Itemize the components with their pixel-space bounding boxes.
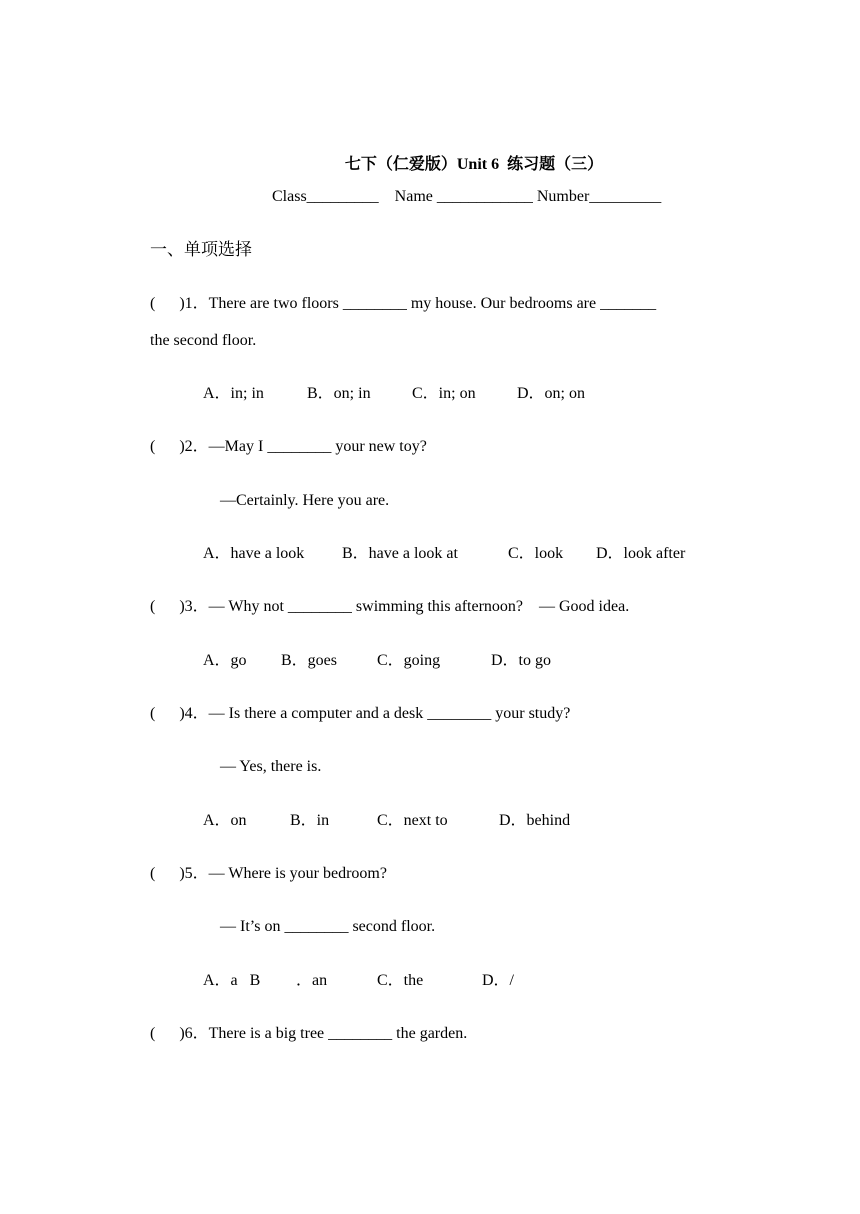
question-6-stem: ( )6．There is a big tree ________ the garden. xyxy=(150,1025,468,1042)
question-2-reply: —Certainly. Here you are. xyxy=(220,492,390,509)
question-2-option-c: C．look xyxy=(508,545,564,562)
question-2-option-a: A．have a look xyxy=(203,545,305,562)
question-2-option-b: B．have a look at xyxy=(342,545,458,562)
page-title xyxy=(0,134,860,175)
question-1-option-d: D．on; on xyxy=(517,385,586,402)
question-4-reply: — Yes, there is. xyxy=(220,758,322,775)
question-1-option-c: C．in; on xyxy=(412,385,476,402)
section-heading: 一、单项选择 xyxy=(150,240,252,260)
question-5-option-b: ．an xyxy=(296,972,328,989)
question-1-option-b: B．on; in xyxy=(307,385,371,402)
title-prefix: 七下（仁爱版） xyxy=(344,154,457,173)
question-2-stem: ( )2．—May I ________ your new toy? xyxy=(150,438,427,455)
question-4-option-c: C．next to xyxy=(377,812,448,829)
question-4-option-d: D．behind xyxy=(499,812,571,829)
question-3-option-d: D．to go xyxy=(491,652,552,669)
question-3-option-a: A．go xyxy=(203,652,247,669)
question-1-stem-continued: the second floor. xyxy=(150,332,257,349)
question-5-reply: — It’s on ________ second floor. xyxy=(220,918,436,935)
question-2-option-d: D．look after xyxy=(596,545,686,562)
question-5-stem: ( )5．— Where is your bedroom? xyxy=(150,865,387,882)
question-5-option-c: C．the xyxy=(377,972,424,989)
question-4-option-b: B．in xyxy=(290,812,330,829)
question-3-option-b: B．goes xyxy=(281,652,338,669)
question-3-option-c: C．going xyxy=(377,652,441,669)
question-5-option-a: A．a B xyxy=(203,972,261,989)
question-1-stem: ( )1．There are two floors ________ my house. Our bedrooms are _______ xyxy=(150,295,657,312)
question-4-stem: ( )4．— Is there a computer and a desk ________ your study? xyxy=(150,705,571,722)
title-unit: Unit 6 xyxy=(456,156,500,173)
question-5-option-d: D．/ xyxy=(482,972,515,989)
question-4-option-a: A．on xyxy=(203,812,247,829)
question-3-stem: ( )3．— Why not ________ swimming this afternoon? — Good idea. xyxy=(150,598,630,615)
student-info-line: Class_________ Name ____________ Number_________ xyxy=(272,188,662,205)
title-suffix: 练习题（三） xyxy=(507,154,604,173)
question-1-option-a: A．in; in xyxy=(203,385,264,402)
